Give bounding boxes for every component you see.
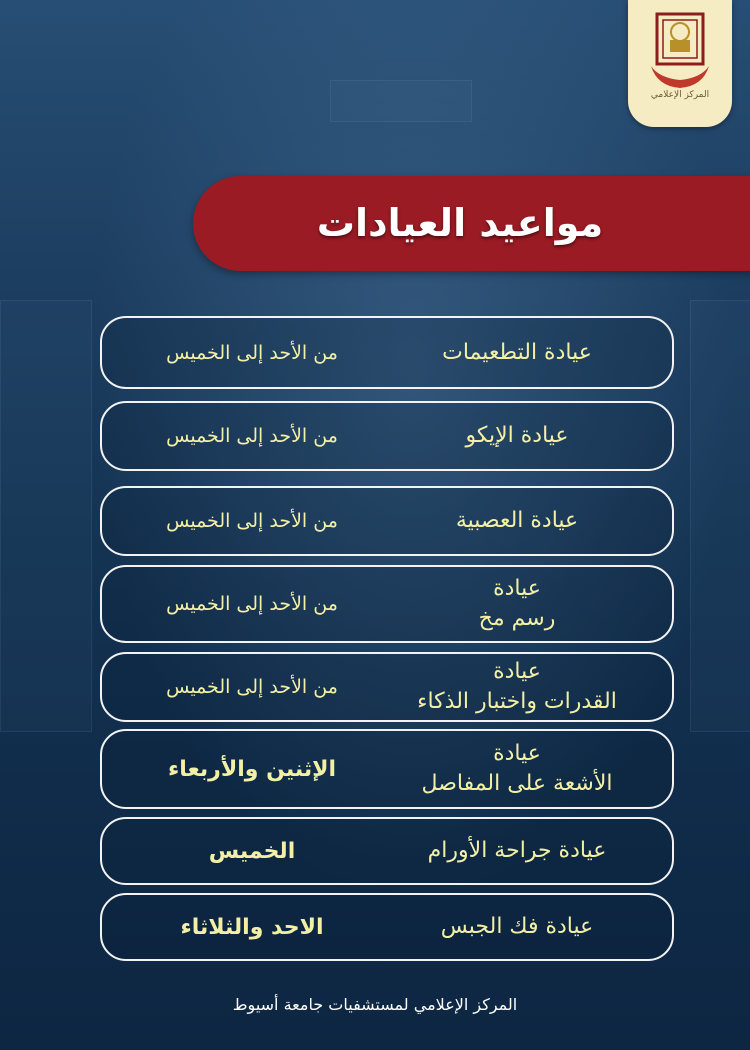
logo-badge xyxy=(628,0,732,127)
clinic-name: عيادة التطعيمات xyxy=(442,339,592,365)
clinic-name: عيادة العصبية xyxy=(455,508,579,533)
clinic-name: عيادة الأشعة على المفاصل xyxy=(421,741,613,796)
background-panel-left xyxy=(0,300,92,732)
clinic-days: من الأحد إلى الخميس xyxy=(166,593,338,615)
clinic-days: الخميس xyxy=(208,838,296,864)
clinic-row xyxy=(100,893,674,961)
clinic-days: من الأحد إلى الخميس xyxy=(166,676,338,698)
page-title: مواعيد العيادات xyxy=(316,201,604,245)
clinic-row xyxy=(100,652,674,722)
clinic-days: الاحد والثلاثاء xyxy=(180,914,324,940)
clinic-row xyxy=(100,565,674,643)
clinic-name: عيادة جراحة الأورام xyxy=(427,838,607,863)
clinic-days: من الأحد إلى الخميس xyxy=(166,510,338,532)
clinic-name: عيادة رسم مخ xyxy=(478,576,556,631)
clinic-name: عيادة فك الجبس xyxy=(440,914,594,939)
clinic-row xyxy=(100,316,674,389)
clinic-row xyxy=(100,817,674,885)
clinic-row xyxy=(100,486,674,556)
clinic-days: الإثنين والأربعاء xyxy=(167,756,337,782)
clinic-row xyxy=(100,401,674,471)
clinic-row xyxy=(100,729,674,809)
background-panel-right xyxy=(690,300,750,732)
footer-credit: المركز الإعلامي لمستشفيات جامعة أسيوط xyxy=(232,995,518,1014)
clinic-name: عيادة الإيكو xyxy=(465,423,569,448)
university-seal-icon xyxy=(645,10,715,90)
clinic-days: من الأحد إلى الخميس xyxy=(166,425,338,447)
background-ceiling-light xyxy=(330,80,472,122)
logo-caption: المركز الإعلامي xyxy=(650,90,710,100)
clinic-days: من الأحد إلى الخميس xyxy=(166,341,338,364)
clinic-name: عيادة القدرات واختبار الذكاء xyxy=(417,659,617,714)
